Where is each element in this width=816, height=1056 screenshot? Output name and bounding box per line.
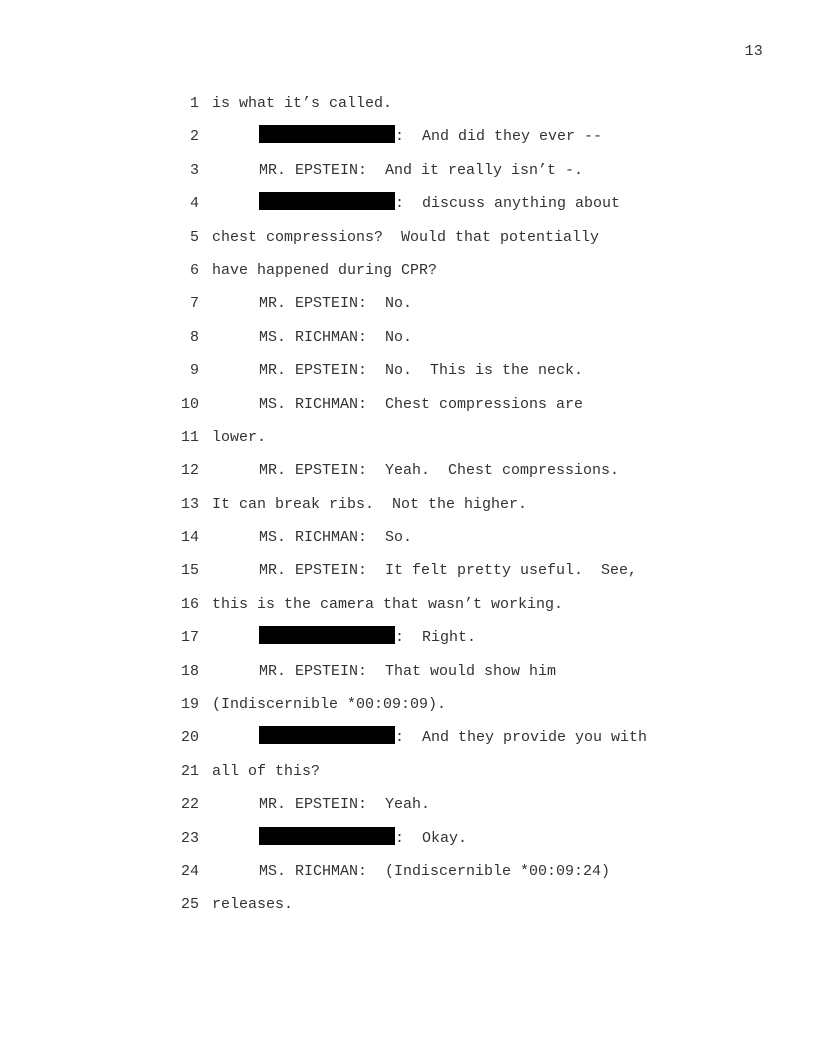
line-text	[212, 888, 293, 921]
line-content: MR. EPSTEIN: Yeah. Chest compressions.	[259, 462, 620, 480]
line-content: MR. EPSTEIN: No.	[259, 295, 413, 313]
line-number: 9	[189, 362, 199, 380]
transcript-line	[0, 287, 816, 320]
line-number: 3	[189, 161, 199, 179]
line-number: 11	[180, 428, 199, 446]
line-content: chest compressions? Would that potentially	[212, 228, 600, 246]
line-content: MS. RICHMAN: No.	[259, 328, 413, 346]
line-number: 2	[189, 128, 199, 146]
transcript-line	[0, 521, 816, 554]
line-number: 22	[180, 796, 199, 814]
line-text	[212, 755, 320, 788]
line-number: 5	[189, 228, 199, 246]
line-number: 15	[180, 562, 199, 580]
line-content: MS. RICHMAN: Chest compressions are	[259, 395, 584, 413]
line-number: 12	[180, 462, 199, 480]
line-text	[259, 621, 476, 654]
line-text	[212, 588, 563, 621]
transcript-line	[0, 154, 816, 187]
line-number: 21	[180, 762, 199, 780]
line-number: 16	[180, 595, 199, 613]
transcript-line	[0, 120, 816, 153]
line-number: 1	[189, 95, 199, 112]
line-content: lower.	[212, 428, 267, 446]
line-content: : And they provide you with	[395, 729, 648, 747]
transcript-line	[0, 187, 816, 220]
line-text	[259, 822, 467, 855]
line-text	[212, 254, 437, 287]
line-content: releases.	[212, 896, 294, 914]
transcript-line	[0, 855, 816, 888]
line-text	[259, 287, 412, 320]
transcript-line	[0, 755, 816, 788]
line-text	[259, 154, 583, 187]
line-number: 7	[189, 295, 199, 313]
line-content: : Right.	[395, 629, 477, 647]
transcript-line	[0, 421, 816, 454]
line-content: MR. EPSTEIN: That would show him	[259, 662, 557, 680]
line-number: 13	[180, 495, 199, 513]
line-number: 25	[180, 896, 199, 914]
line-number: 14	[180, 529, 199, 547]
transcript-line	[0, 822, 816, 855]
line-text	[212, 488, 527, 521]
line-content: MR. EPSTEIN: And it really isn’t -.	[259, 161, 584, 179]
line-content: : Okay.	[395, 829, 468, 847]
line-content: : discuss anything about	[395, 195, 621, 213]
line-text	[259, 855, 610, 888]
redaction-box	[259, 726, 395, 744]
transcript-body	[0, 87, 816, 922]
transcript-line	[0, 554, 816, 587]
transcript-line	[0, 721, 816, 754]
line-content: MR. EPSTEIN: It felt pretty useful. See,	[259, 562, 638, 580]
line-content: this is the camera that wasn’t working.	[212, 595, 564, 613]
line-content: is what it’s called.	[212, 95, 393, 112]
line-number: 17	[180, 629, 199, 647]
line-text	[212, 221, 599, 254]
line-text	[259, 321, 412, 354]
transcript-line	[0, 354, 816, 387]
line-number: 24	[180, 862, 199, 880]
transcript-line	[0, 888, 816, 921]
transcript-line	[0, 321, 816, 354]
line-number: 18	[180, 662, 199, 680]
line-number: 19	[180, 696, 199, 714]
line-number: 4	[189, 195, 199, 213]
transcript-line	[0, 588, 816, 621]
line-text	[259, 721, 647, 754]
line-text	[212, 421, 266, 454]
transcript-line	[0, 221, 816, 254]
transcript-line	[0, 788, 816, 821]
line-number: 8	[189, 328, 199, 346]
line-text	[259, 120, 602, 153]
line-content: MS. RICHMAN: So.	[259, 529, 413, 547]
line-text	[212, 87, 392, 120]
line-text	[259, 521, 412, 554]
redaction-box	[259, 626, 395, 644]
transcript-line	[0, 254, 816, 287]
line-content: : And did they ever --	[395, 128, 603, 146]
page-number: 13	[744, 43, 763, 60]
transcript-line	[0, 87, 816, 120]
line-text	[259, 454, 619, 487]
line-text	[259, 388, 583, 421]
redaction-box	[259, 827, 395, 845]
line-content: MR. EPSTEIN: No. This is the neck.	[259, 362, 584, 380]
line-number: 23	[180, 829, 199, 847]
transcript-line	[0, 621, 816, 654]
line-content: MS. RICHMAN: (Indiscernible *00:09:24)	[259, 862, 611, 880]
line-text	[259, 554, 637, 587]
line-text	[259, 788, 430, 821]
transcript-line	[0, 488, 816, 521]
line-text	[259, 354, 583, 387]
redaction-box	[259, 192, 395, 210]
line-content: It can break ribs. Not the higher.	[212, 495, 528, 513]
line-text	[212, 688, 446, 721]
line-number: 6	[189, 261, 199, 279]
line-number: 10	[180, 395, 199, 413]
line-text	[259, 187, 620, 220]
line-content: MR. EPSTEIN: Yeah.	[259, 796, 431, 814]
transcript-line	[0, 388, 816, 421]
transcript-line	[0, 688, 816, 721]
transcript-line	[0, 655, 816, 688]
transcript-line	[0, 454, 816, 487]
line-content: (Indiscernible *00:09:09).	[212, 696, 447, 714]
line-text	[259, 655, 556, 688]
line-content: all of this?	[212, 762, 321, 780]
redaction-box	[259, 125, 395, 143]
line-number: 20	[180, 729, 199, 747]
line-content: have happened during CPR?	[212, 261, 438, 279]
